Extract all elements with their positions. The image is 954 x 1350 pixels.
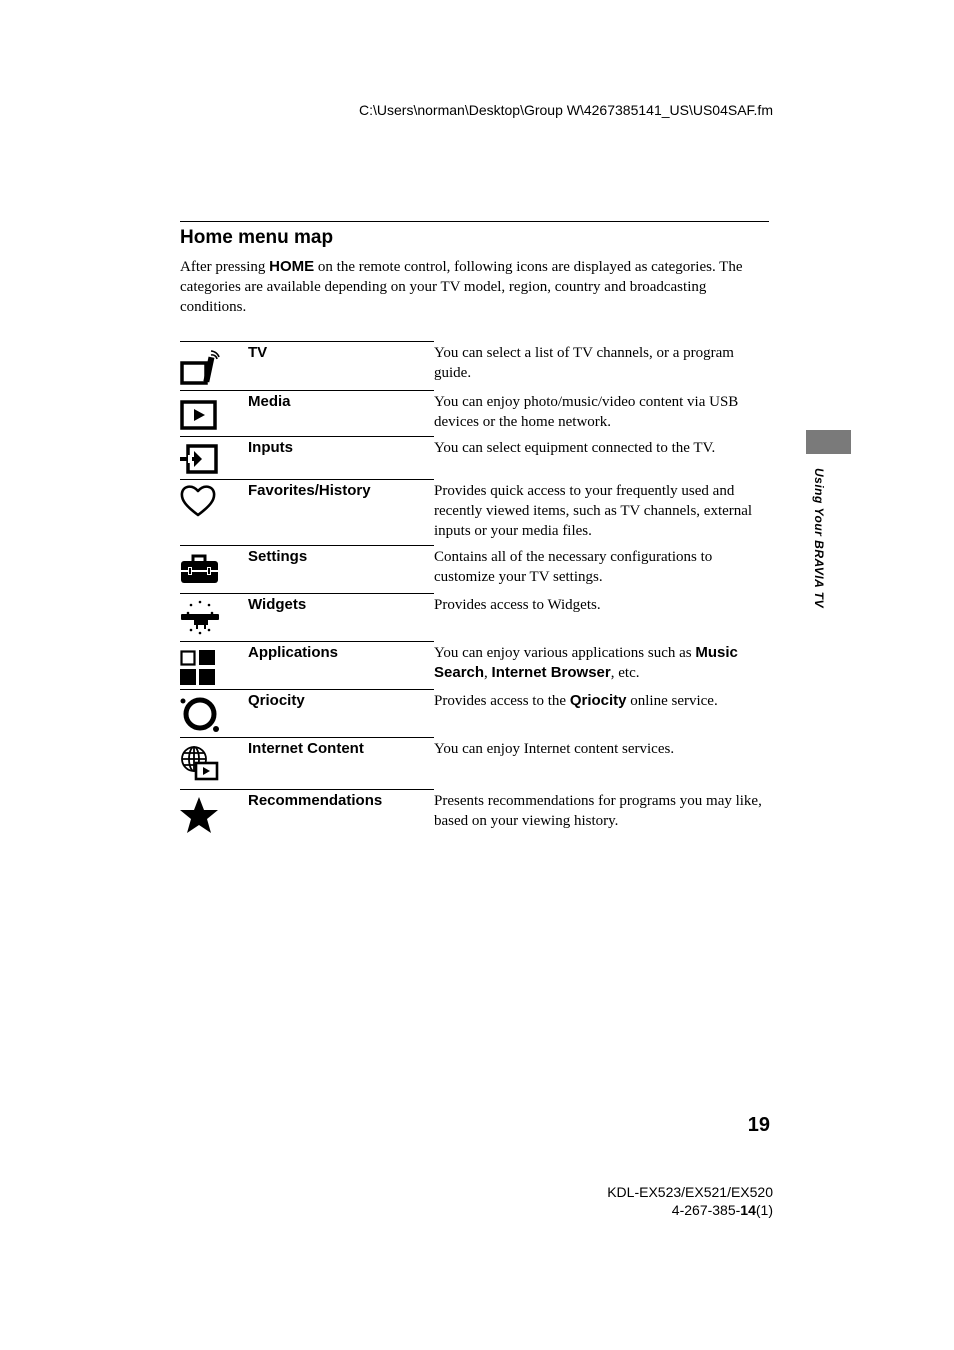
menu-name: Qriocity <box>248 692 305 709</box>
tv-icon <box>180 349 220 389</box>
menu-description: You can select equipment connected to the TV. <box>434 440 716 456</box>
menu-name: Internet Content <box>248 740 364 757</box>
menu-name: Settings <box>248 548 308 565</box>
menu-description: Contains all of the necessary configurations to customize your TV settings. <box>434 549 713 585</box>
menu-description: Provides access to Widgets. <box>434 597 601 613</box>
document-code: 4-267-385-14(1) <box>671 1202 773 1218</box>
footer <box>607 1183 773 1219</box>
section-side-label: Using Your BRAVIA TV <box>812 468 826 609</box>
menu-row-settings <box>180 545 772 593</box>
menu-row-favorites-history <box>180 479 772 545</box>
menu-name: Inputs <box>248 439 293 456</box>
inputs-icon <box>180 438 220 478</box>
heart-icon <box>180 481 220 521</box>
menu-description: You can enjoy photo/music/video content via USB devices or the home network. <box>434 394 739 430</box>
page-number: 19 <box>747 1114 770 1136</box>
menu-description: Provides access to the Qriocity online service. <box>434 692 718 709</box>
menu-description: You can enjoy various applications such as Music Search, Internet Browser, etc. <box>434 644 738 681</box>
menu-description: You can enjoy Internet content services. <box>434 741 675 757</box>
menu-row-qriocity <box>180 689 772 737</box>
menu-description: Presents recommendations for programs you may like, based on your viewing history. <box>434 793 762 829</box>
qriocity-icon <box>180 693 220 733</box>
menu-description: Provides quick access to your frequently used and recently viewed items, such as TV channels, external inputs or your media files. <box>434 483 753 539</box>
menu-row-applications <box>180 641 772 689</box>
file-path: C:\Users\norman\Desktop\Group W\4267385141_US\US04SAF.fm <box>359 102 773 118</box>
model-number: KDL-EX523/EX521/EX520 <box>607 1184 773 1200</box>
toolbox-icon <box>180 549 220 589</box>
menu-row-widgets <box>180 593 772 641</box>
menu-name: Recommendations <box>248 792 383 809</box>
menu-row-media <box>180 390 772 436</box>
menu-description: You can select a list of TV channels, or a program guide. <box>434 345 734 381</box>
widgets-icon <box>180 597 220 637</box>
home-key-label: HOME <box>269 258 315 275</box>
menu-name: TV <box>248 344 268 361</box>
title-rule <box>180 221 769 222</box>
menu-name: Favorites/History <box>248 482 371 499</box>
media-icon <box>180 395 220 435</box>
star-icon <box>180 796 220 836</box>
menu-name: Media <box>248 393 291 410</box>
applications-icon <box>180 646 220 686</box>
page-title: Home menu map <box>180 227 334 248</box>
menu-row-inputs <box>180 436 772 479</box>
menu-name: Widgets <box>248 596 307 613</box>
section-tab-marker <box>806 430 851 454</box>
menu-row-internet-content <box>180 737 772 789</box>
internet-content-icon <box>180 743 220 783</box>
menu-name: Applications <box>248 644 339 661</box>
menu-row-tv <box>180 341 772 390</box>
menu-row-recommendations <box>180 789 772 839</box>
intro-paragraph: After pressing HOME on the remote control, following icons are displayed as categories. The categories are available depending on your TV model, region, country and broadcasting conditions. <box>180 258 743 315</box>
